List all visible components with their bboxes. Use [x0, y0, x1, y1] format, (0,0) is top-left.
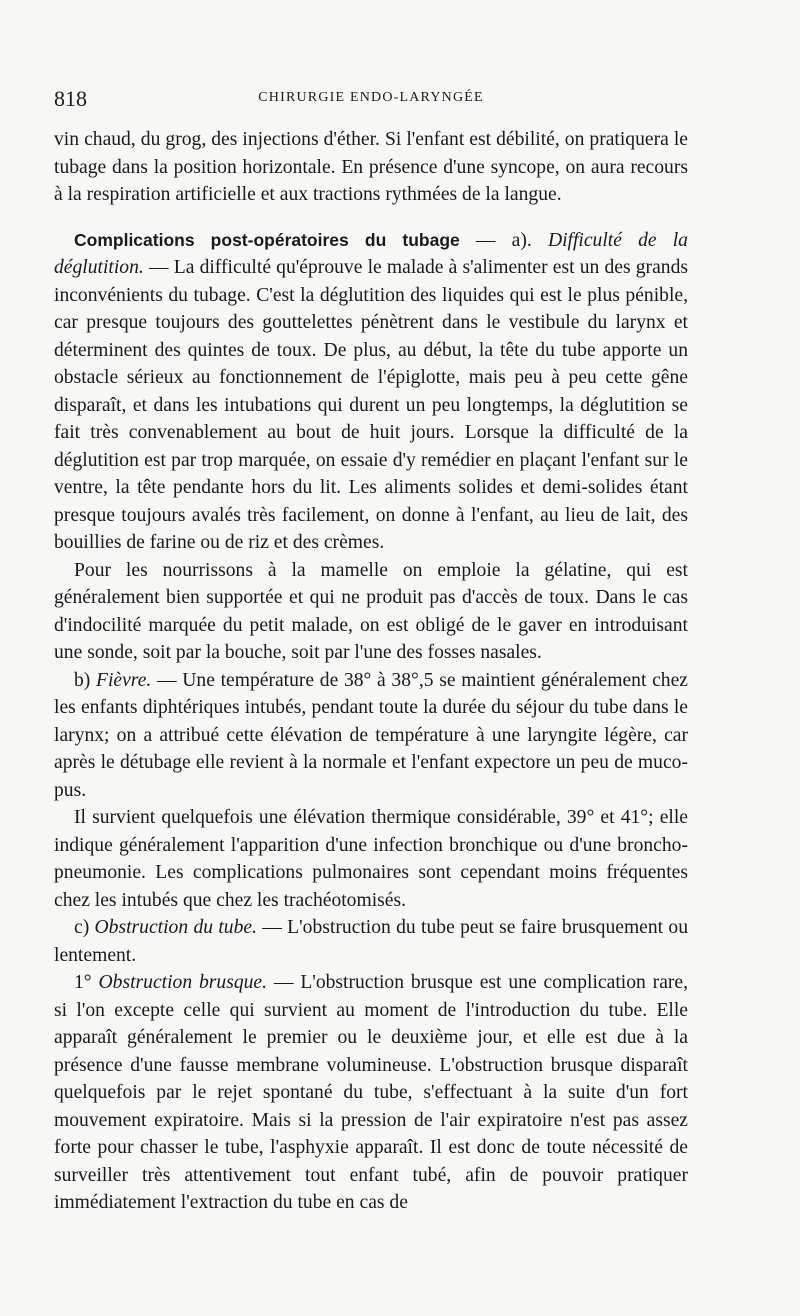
- paragraph-complications: [54, 227, 688, 557]
- subsection-title: Obstruction brusque.: [98, 972, 268, 993]
- page-header: [54, 86, 688, 116]
- paragraph-text: — L'obstruction du tube peut se faire brusquement ou lentement.: [54, 917, 689, 966]
- section-heading: Complications post-opératoires du tubage: [74, 229, 460, 250]
- paragraph-continuation: vin chaud, du grog, des injections d'éther. Si l'enfant est débilité, on pratiquera le tubage dans la position horizontale. En présence d'une syncope, on aura recours à la respiration artificielle et aux tractions rythmées de la langue.: [54, 129, 688, 205]
- running-head: CHIRURGIE ENDO-LARYNGÉE: [258, 90, 484, 105]
- list-label: 1°: [74, 972, 99, 993]
- list-label: b): [74, 669, 96, 691]
- paragraph-fievre: [54, 667, 688, 805]
- paragraph-text: — Une température de 38° à 38°,5 se maintient généralement chez les enfants diphtériques intubés, pendant toute la durée du séjour du tube dans le larynx; on a attribué cette élévation de température à une laryngite légère, car après le détubage elle revient à la normale et l'enfant expectore un peu de muco-pus.: [54, 669, 688, 801]
- body-text: [54, 126, 688, 1217]
- paragraph-text: — La difficulté qu'éprouve le malade à s'alimenter est un des grands inconvénients du tubage. C'est la déglutition des liquides qui est le plus pénible, car presque toujours des gouttelettes pénètrent dans le vestibule du larynx et déterminent des quintes de toux. De plus, au début, la tête du tube apporte un obstacle sérieux au fonctionnement de l'épiglotte, mais peu à peu cette gêne disparaît, et dans les intubations qui durent un peu longtemps, la déglutition se fait très convenablement au bout de huit jours. Lorsque la difficulté de la déglutition est par trop marquée, on essaie d'y remédier en plaçant l'enfant sur le ventre, la tête pendante hors du lit. Les aliments solides et demi-solides étant presque toujours avalés très facilement, on donne à l'enfant, au lieu de lait, des bouillies de farine ou de riz et des crèmes.: [54, 257, 688, 553]
- subsection-title: Difficulté de la déglutition.: [54, 229, 688, 278]
- page-number: 818: [54, 86, 87, 111]
- paragraph-obstruction-brusque: [54, 969, 688, 1217]
- paragraph-elevation: Il survient quelquefois une élévation thermique considérable, 39° et 41°; elle indique généralement l'apparition d'une infection bronchique ou d'une broncho-pneumonie. Les complications pulmonaires sont cependant moins fréquentes chez les intubés que chez les trachéotomisés.: [54, 807, 688, 911]
- paragraph-text: — L'obstruction brusque est une complication rare, si l'on excepte celle qui survient au moment de l'introduction du tube. Elle apparaît généralement le premier ou le deuxième jour, et elle est due à la présence d'une fausse membrane volumineuse. L'obstruction brusque disparaît quelquefois par le rejet spontané du tube, s'effectuant à la suite d'un fort mouvement expiratoire. Mais si la pression de l'air expiratoire n'est pas assez forte pour chasser le tube, l'asphyxie apparaît. Il est donc de toute nécessité de surveiller très attentivement tout enfant tubé, afin de pouvoir pratiquer immédiatement l'extraction du tube en cas de: [54, 972, 689, 1213]
- paragraph-nourrissons: Pour les nourrissons à la mamelle on emploie la gélatine, qui est généralement bien supportée et qui ne produit pas d'accès de toux. Dans le cas d'indocilité marquée du petit malade, on est obligé de le gaver en introduisant une sonde, soit par la bouche, soit par l'une des fosses nasales.: [54, 559, 688, 663]
- paragraph-obstruction: [54, 914, 688, 969]
- subsection-title: Obstruction du tube.: [94, 917, 257, 938]
- heading-separator: — a).: [459, 229, 548, 251]
- list-label: c): [74, 917, 95, 938]
- subsection-title: Fièvre.: [96, 669, 152, 691]
